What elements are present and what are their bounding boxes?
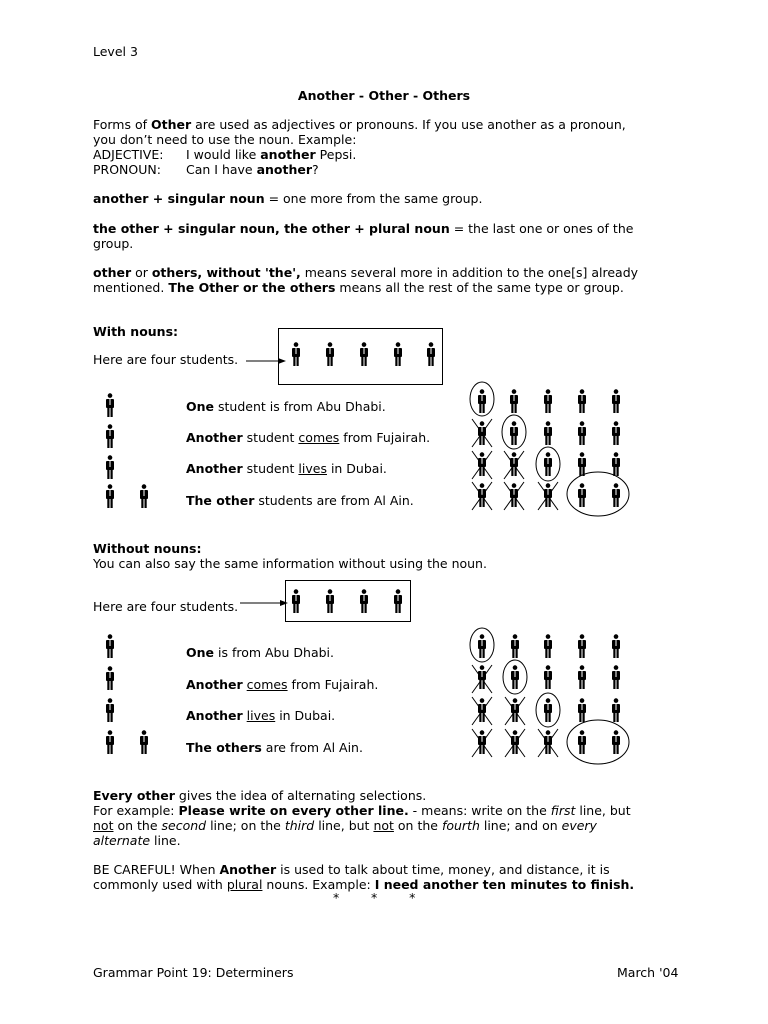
rule-the-other: the other + singular noun, the other + plural noun = the last one or ones of the group. [93, 221, 634, 251]
without-nouns-heading: Without nouns: [93, 541, 202, 556]
rule-another: another + singular noun = one more from the same group. [93, 191, 483, 206]
page-title: Another - Other - Others [297, 88, 471, 103]
with-nouns-heading: With nouns: [93, 324, 179, 339]
intro-paragraph: Forms of Other are used as adjectives or pronouns. If you use another as a pronoun, you don’t need to use the noun. Example: ADJECTIVE: I would like another Pepsi. PRONOUN: Can I have another? [93, 117, 626, 177]
be-careful-paragraph: BE CAREFUL! When Another is used to talk about time, money, and distance, it is commonly used with plural nouns. Example: I need another ten minutes to finish. [93, 862, 635, 892]
selection-circle [503, 660, 527, 694]
footer-right: March '04 [617, 965, 679, 980]
asterisk-separator: * * * [333, 890, 416, 905]
selection-circle [502, 415, 526, 449]
with-nouns-here-text: Here are four students. [93, 352, 239, 367]
selection-circle [470, 628, 494, 662]
arrow-to-box-1-head [278, 358, 286, 364]
arrow-to-box-2-head [280, 600, 288, 606]
footer-left: Grammar Point 19: Determiners [93, 965, 294, 980]
without-nouns-here-text: Here are four students. [93, 599, 239, 614]
level-label: Level 3 [93, 44, 138, 59]
without-nouns-sentence-1: One is from Abu Dhabi. [186, 645, 334, 660]
selection-circle [470, 382, 494, 416]
selection-circle [536, 693, 560, 727]
without-nouns-sentence-4: The others are from Al Ain. [186, 740, 363, 755]
with-nouns-sentence-2: Another student comes from Fujairah. [186, 430, 431, 445]
selection-circle [567, 720, 629, 764]
every-other-paragraph: Every other gives the idea of alternating selections. For example: Please write on every other line. - means: write on the first line, but not on the second line; on the third line, but not on the fourth line; and on every alternate line. [93, 788, 631, 848]
with-nouns-sentence-1: One student is from Abu Dhabi. [186, 399, 386, 414]
without-nouns-sentence-2: Another comes from Fujairah. [186, 677, 379, 692]
selection-circle [536, 447, 560, 481]
selection-circle [567, 472, 629, 516]
rule-others: other or others, without 'the', means several more in addition to the one[s] already mentioned. The Other or the others means all the rest of the same type or group. [93, 265, 639, 295]
without-nouns-sentence-3: Another lives in Dubai. [186, 708, 336, 723]
without-nouns-subtitle: You can also say the same information without using the noun. [93, 556, 487, 571]
with-nouns-sentence-4: The other students are from Al Ain. [186, 493, 414, 508]
with-nouns-sentence-3: Another student lives in Dubai. [186, 461, 387, 476]
